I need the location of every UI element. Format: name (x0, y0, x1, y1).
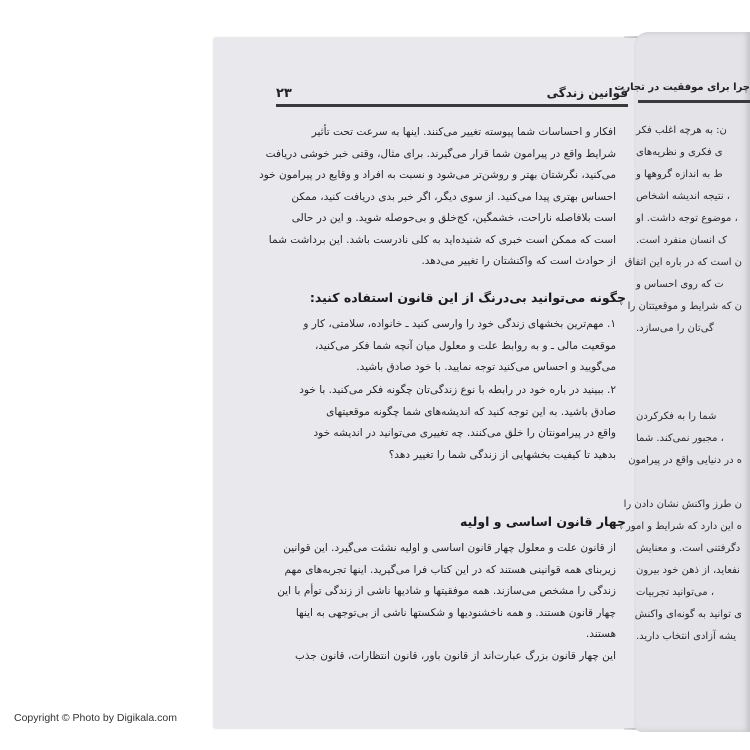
text-line: ی توانید به گونه‌ای واکنش (634, 609, 742, 620)
right-running-title: چرا برای موفقیت در تجارت (614, 82, 750, 93)
text-line: ن است که در باره این اتفاق (624, 257, 742, 268)
photo-copyright: Copyright © Photo by Digikala.com (14, 712, 177, 724)
text-line: ، مجبور نمی‌کند. شما (636, 433, 724, 444)
text-line: ، می‌توانید تجربیات (636, 587, 715, 598)
paragraph-3 (280, 646, 616, 668)
text-line: ی‌ فکری و نظریه‌های (636, 147, 723, 158)
text-line: صادق باشید. به این توجه کنید که اندیشه‌های شما چگونه موقعیتهای (326, 405, 616, 418)
text-line: یشه آزادی انتخاب دارید. (636, 631, 737, 642)
text-line: ، موضوع توجه داشت. او (636, 213, 738, 224)
text-line: بدهید تا کیفیت بخشهایی از زندگی شما را تغییر دهد؟ (388, 448, 616, 461)
text-line: چهار قانون هستند. و همه ناخشنودیها و شکستها ناشی از بی‌توجهی به اینها (295, 606, 616, 619)
section-heading-how-to-use: چگونه می‌توانید بی‌درنگ از این قانون استفاده کنید: (309, 290, 626, 305)
left-page-header (276, 86, 628, 102)
right-text-block-2 (628, 406, 742, 472)
text-line: ک انسان منفرد است. (636, 235, 727, 246)
page-number: ۲۳ (276, 86, 292, 101)
text-line: ت که روی احساس و (636, 279, 724, 290)
list-item-1 (280, 314, 616, 379)
right-page (614, 32, 750, 732)
running-title: قوانین زندگی (546, 86, 628, 100)
text-line: واقع در پیرامونتان را خلق می‌کنند. چه تغییری می‌توانید در اندیشه خود (313, 427, 616, 439)
text-line: ، نتیجه اندیشه اشخاص (636, 191, 731, 202)
text-line: موقعیت مالی ـ و به روابط علت و معلول میان آنچه شما فکر می‌کنید، (314, 339, 616, 352)
text-line: این چهار قانون بزرگ عبارت‌اند از قانون باور، قانون انتظارات، قانون جذب (295, 650, 616, 662)
text-line: ن که شرایط و موقعیتتان را (627, 301, 742, 312)
text-line: احساس بهتری پیدا می‌کنید. از سوی دیگر، اگر خبر بدی دریافت کنید، ممکن (291, 190, 616, 203)
text-line: ۱. مهم‌ترین بخشهای زندگی خود را وارسی کنید ـ خانواده، سلامتی، کار و (303, 318, 616, 330)
header-rule (276, 104, 628, 107)
right-text-block-3 (623, 494, 742, 538)
text-line: گی‌تان را می‌سازد. (636, 323, 714, 334)
text-line: می‌گویید و احساس می‌کنید توجه نمایید. با خود صادق باشید. (356, 361, 616, 373)
right-header-rule (638, 100, 750, 103)
text-line: شما را به فکرکردن (636, 411, 717, 422)
right-text-block-4 (636, 538, 742, 648)
text-line: ه این دارد که شرایط و امور (625, 521, 742, 532)
text-line: افکار و احساسات شما پیوسته تغییر می‌کنند. اینها به سرعت تحت تأثیر (311, 126, 616, 138)
paragraph-2 (277, 538, 616, 646)
text-line: شرایط واقع در پیرامون شما قرار می‌گیرند. برای مثال، وقتی خبر خوشی دریافت (265, 147, 616, 160)
list-item-2 (280, 380, 616, 466)
text-line: از قانون علت و معلول چهار قانون اساسی و اولیه نشئت می‌گیرد. این قوانین (283, 542, 616, 554)
text-line: ن: به هرچه اغلب فکر (636, 125, 727, 136)
text-line: زندگی را مشخص می‌سازند. همه موفقیتها و شادیها ناشی از زندگی توأم با این (277, 585, 616, 597)
text-line: نفعاید، از ذهن خود بیرون (636, 565, 740, 576)
text-line: ه در دنیایی واقع در پیرامون (628, 455, 742, 466)
text-line: ن طرز واکنش نشان دادن را (623, 499, 742, 510)
text-line: ۲. ببینید در باره خود در رابطه با نوع زندگی‌تان چگونه فکر می‌کنید. با خود (299, 384, 616, 396)
text-line: ط به اندازه گروهها و (636, 169, 723, 180)
text-line: است که ممکن است خبری که شنیده‌اید به کلی نادرست باشد. این برداشت شما (268, 233, 616, 246)
text-line: دگرفتنی است. و معنایش (636, 543, 741, 554)
text-line: است بلافاصله ناراحت، خشمگین، کج‌خلق و بی‌حوصله شوید. و این در حالی (291, 212, 616, 224)
text-line: می‌کنید، نگرشتان بهتر و روشن‌تر می‌شود و نسبت به افراد و وقایع در پیرامون خود (259, 169, 616, 181)
text-line: زیربنای همه قوانینی هستند که در این کتاب فرا می‌گیرید. اینها تجربه‌های مهم (284, 563, 616, 576)
section-heading-four-laws: چهار قانون اساسی و اولیه (459, 514, 626, 529)
right-text-block-1 (624, 120, 742, 340)
text-line: هستند. (585, 628, 616, 640)
text-line: از حوادث است که واکنشتان را تغییر می‌دهد. (421, 255, 616, 267)
paragraph-1 (259, 122, 616, 273)
